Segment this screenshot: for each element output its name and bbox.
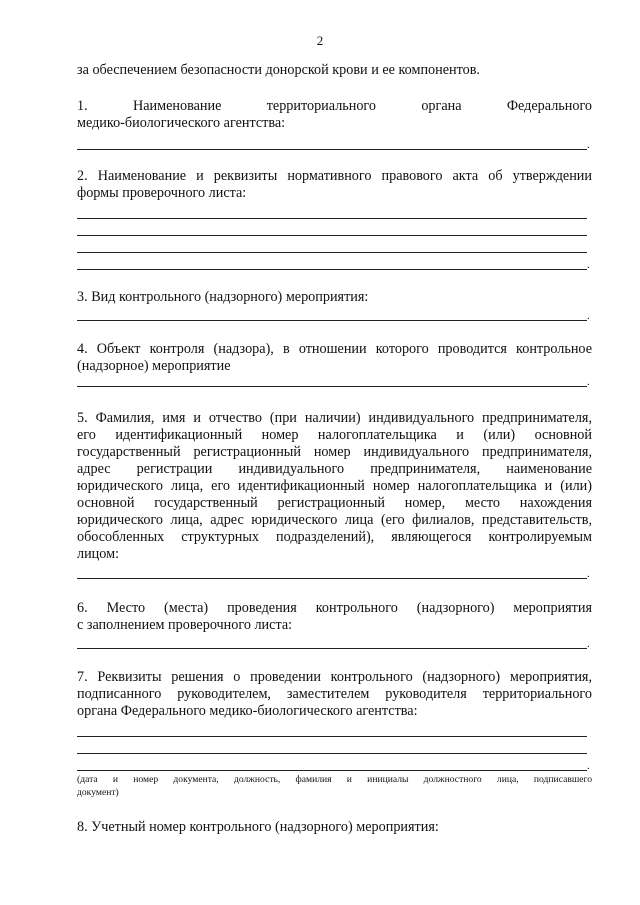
- section-3-line-end: .: [587, 310, 590, 322]
- page-number: 2: [316, 33, 324, 48]
- section-7-fill-line-3[interactable]: [77, 770, 587, 771]
- section-2-fill-line-4[interactable]: [77, 269, 587, 270]
- section-3-fill-line[interactable]: [77, 320, 587, 321]
- section-1-line-1: 1. Наименование территориального органа Федерального: [77, 98, 592, 114]
- section-5-line-6: основной государственный регистрационный номер, место нахождения: [77, 495, 592, 511]
- section-7-line-1: 7. Реквизиты решения о проведении контрольного (надзорного) мероприятия,: [77, 669, 592, 685]
- section-6-line-2: с заполнением проверочного листа:: [77, 617, 293, 633]
- section-2-fill-line-1[interactable]: [77, 218, 587, 219]
- section-5-line-8: обособленных структурных подразделений), являющегося контролируемым: [77, 529, 592, 545]
- section-6-fill-line[interactable]: [77, 648, 587, 649]
- section-2-line-1: 2. Наименование и реквизиты нормативного правового акта об утверждении: [77, 168, 592, 184]
- section-6-line-1: 6. Место (места) проведения контрольного (надзорного) мероприятия: [77, 600, 592, 616]
- section-7-fill-line-1[interactable]: [77, 736, 587, 737]
- section-5-line-2: его идентификационный номер налогоплательщика и (или) основной: [77, 427, 592, 443]
- section-7-note-line-1: (дата и номер документа, должность, фамилия и инициалы должностного лица, подписавшего: [77, 774, 592, 785]
- section-1-line-2: медико-биологического агентства:: [77, 115, 286, 131]
- section-3-text: 3. Вид контрольного (надзорного) мероприятия:: [77, 289, 369, 305]
- section-5-line-5: юридического лица, его идентификационный номер налогоплательщика и (или): [77, 478, 592, 494]
- section-7-line-end: .: [587, 760, 590, 772]
- section-2-line-end: .: [587, 259, 590, 271]
- section-8-text: 8. Учетный номер контрольного (надзорного) мероприятия:: [77, 819, 439, 835]
- section-5-line-9: лицом:: [77, 546, 120, 562]
- section-6-line-end: .: [587, 638, 590, 650]
- section-5-line-4: адрес регистрации индивидуального предпринимателя, наименование: [77, 461, 592, 477]
- section-5-fill-line[interactable]: [77, 578, 587, 579]
- section-7-line-3: органа Федерального медико-биологического агентства:: [77, 703, 418, 719]
- section-5-line-end: .: [587, 568, 590, 580]
- section-5-line-1: 5. Фамилия, имя и отчество (при наличии) индивидуального предпринимателя,: [77, 410, 592, 426]
- section-7-line-2: подписанного руководителем, заместителем руководителя территориального: [77, 686, 592, 702]
- section-2-line-2: формы проверочного листа:: [77, 185, 247, 201]
- section-7-fill-line-2[interactable]: [77, 753, 587, 754]
- section-7-note-line-2: документ): [77, 787, 119, 798]
- intro-text: за обеспечением безопасности донорской крови и ее компонентов.: [77, 62, 480, 78]
- section-1-fill-line[interactable]: [77, 149, 587, 150]
- section-2-fill-line-3[interactable]: [77, 252, 587, 253]
- section-5-line-3: государственный регистрационный номер индивидуального предпринимателя,: [77, 444, 592, 460]
- section-2-fill-line-2[interactable]: [77, 235, 587, 236]
- section-5-line-7: юридического лица, адрес юридического лица (его филиалов, представительств,: [77, 512, 592, 528]
- section-4-line-2: (надзорное) мероприятие: [77, 358, 231, 374]
- section-1-line-end: .: [587, 139, 590, 151]
- section-4-fill-line[interactable]: [77, 386, 587, 387]
- section-4-line-1: 4. Объект контроля (надзора), в отношении которого проводится контрольное: [77, 341, 592, 357]
- section-4-line-end: .: [587, 376, 590, 388]
